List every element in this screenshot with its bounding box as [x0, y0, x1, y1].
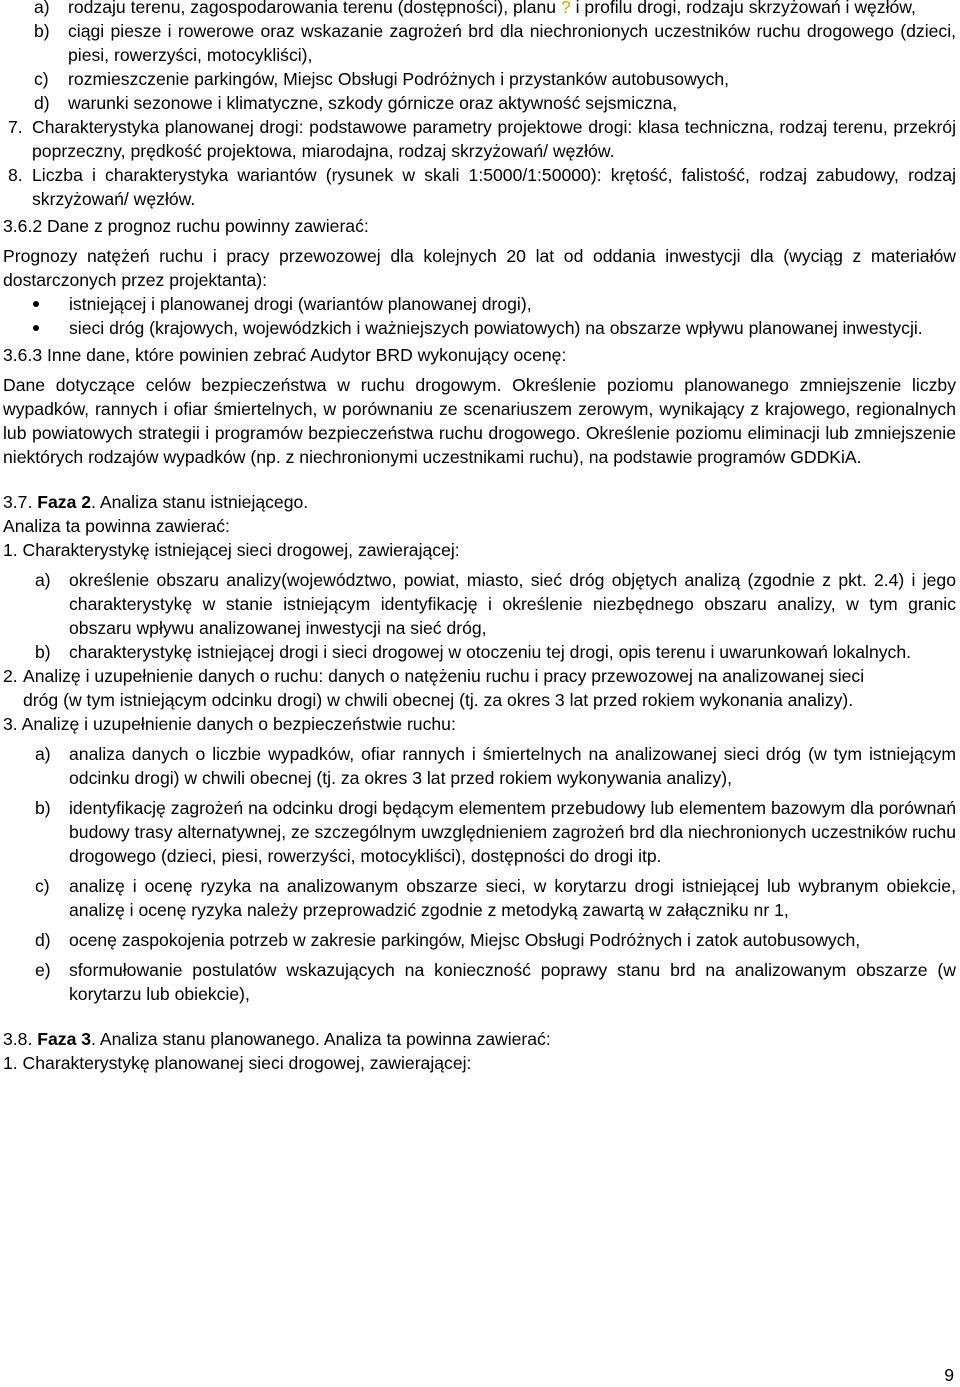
list-text: rodzaju terenu, zagospodarowania terenu (dostępności), planu	[68, 0, 561, 17]
list-label: d)	[34, 93, 50, 113]
document-page	[3, 0, 956, 1075]
numbered-heading: 1. Charakterystykę planowanej sieci drogowej, zawierającej:	[3, 1053, 472, 1073]
list-text: charakterystykę istniejącej drogi i sieci drogowej w otoczeniu tej drogi, opis terenu i uwarunkowań lokalnych.	[69, 642, 911, 662]
list-item	[3, 640, 956, 664]
list-a-d	[3, 0, 956, 115]
list-label: a)	[35, 744, 51, 764]
item-number: 8.	[8, 165, 23, 185]
bullet-text: istniejącej i planowanej drogi (wariantów planowanej drogi),	[69, 294, 532, 314]
list-label: a)	[35, 570, 51, 590]
list-text: ciągi piesze i rowerowe oraz wskazanie zagrożeń brd dla niechronionych uczestników ruchu drogowego (dzieci, piesi, rowerzyści, motocykliści),	[68, 21, 956, 65]
list-item	[3, 742, 956, 790]
list-item	[3, 0, 956, 19]
page-number: 9	[944, 1365, 954, 1385]
numbered-item	[3, 664, 956, 712]
paragraph: Dane dotyczące celów bezpieczeństwa w ruchu drogowym. Określenie poziomu planowanego zmniejszenie liczby wypadków, rannych i ofiar śmiertelnych, w porównaniu ze scenariuszem zerowym, wynikający z krajowego, regionalnych lub powiatowych strategii i programów bezpieczeństwa ruchu drogowego. Określenie poziomu eliminacji lub zmniejszenie niektórych rodzajów wypadków (np. z niechronionymi uczestnikami ruchu), na podstawie programów GDDKiA.	[3, 375, 956, 467]
list-item	[3, 958, 956, 1006]
paragraph: Prognozy natężeń ruchu i pracy przewozowej dla kolejnych 20 lat od oddania inwestycji dla (wyciąg z materiałów dostarczonych przez projektanta):	[3, 246, 956, 290]
list-item	[3, 568, 956, 640]
list-text: rozmieszczenie parkingów, Miejsc Obsługi Podróżnych i przystanków autobusowych,	[68, 69, 730, 89]
bullet-item	[3, 316, 956, 340]
section-heading-3-6-2: 3.6.2 Dane z prognoz ruchu powinny zawierać:	[3, 216, 369, 236]
list-label: b)	[35, 642, 51, 662]
item-number: 2.	[3, 666, 18, 686]
list-label: d)	[35, 930, 51, 950]
bullet-item	[3, 292, 956, 316]
numbered-heading: 1. Charakterystykę istniejącej sieci drogowej, zawierającej:	[3, 540, 460, 560]
question-mark-symbol: ?	[560, 0, 571, 17]
list-text: sformułowanie postulatów wskazujących na konieczność poprawy stanu brd na analizowanym obszarze (w korytarzu lub obiekcie),	[69, 960, 956, 1004]
list-item	[3, 91, 956, 115]
list-label: c)	[34, 69, 49, 89]
list-text: ocenę zaspokojenia potrzeb w zakresie parkingów, Miejsc Obsługi Podróżnych i zatok autobusowych,	[69, 930, 861, 950]
section-heading-3-8: 3.8. Faza 3. Analiza stanu planowanego. Analiza ta powinna zawierać:	[3, 1029, 551, 1049]
list-text: określenie obszaru analizy(województwo, powiat, miasto, sieć dróg objętych analizą (zgodnie z pkt. 2.4) i jego charakterystykę w stanie istniejącym identyfikację i określenie niezbędnego obszaru analizy, w tym granic obszaru wpływu analizowanej inwestycji na sieć dróg,	[69, 570, 956, 638]
list-label: e)	[35, 960, 51, 980]
list-text: identyfikację zagrożeń na odcinku drogi będącym elementem przebudowy lub elementem bazowym dla porównań budowy trasy alternatywnej, ze szczególnym uwzględnieniem zagrożeń brd dla niechronionych uczestników ruchu drogowego (dzieci, piesi, rowerzyści, motocykliści), dostępności do drogi itp.	[69, 798, 956, 866]
list-item	[3, 928, 956, 952]
list-text: warunki sezonowe i klimatyczne, szkody górnicze oraz aktywność sejsmiczna,	[68, 93, 678, 113]
list-item	[3, 67, 956, 91]
list-text: analiza danych o liczbie wypadków, ofiar rannych i śmiertelnych na analizowanej sieci dróg (w tym istniejącym odcinku drogi) w chwili obecnej (tj. za okres 3 lat przed rokiem wykonywania analizy),	[69, 744, 956, 788]
item-text: Liczba i charakterystyka wariantów (rysunek w skali 1:5000/1:50000): krętość, falistość, rodzaj zabudowy, rodzaj skrzyżowań/ węzłów.	[32, 165, 956, 209]
item-text: Charakterystyka planowanej drogi: podstawowe parametry projektowe drogi: klasa techniczna, rodzaj terenu, przekrój poprzeczny, prędkość projektowa, miarodajna, rodzaj skrzyżowań/ węzłów.	[32, 117, 956, 161]
list-label: c)	[35, 876, 50, 896]
section-heading-3-6-3: 3.6.3 Inne dane, które powinien zebrać Audytor BRD wykonujący ocenę:	[3, 345, 567, 365]
section-heading-3-7: 3.7. Faza 2. Analiza stanu istniejącego.	[3, 492, 309, 512]
list-text: analizę i ocenę ryzyka na analizowanym obszarze sieci, w korytarzu drogi istniejącej lub wybranym obiekcie, analizę i ocenę ryzyka należy przeprowadzić zgodnie z metodyką zawartą w załączniku nr 1,	[69, 876, 956, 920]
list-label: b)	[35, 798, 51, 818]
numbered-item	[3, 115, 956, 163]
numbered-item	[3, 163, 956, 211]
list-label: b)	[34, 21, 50, 41]
list-text-cont: i profilu drogi, rodzaju skrzyżowań i węzłów,	[570, 0, 916, 17]
paragraph: Analiza ta powinna zawierać:	[3, 516, 230, 536]
numbered-heading: 3. Analizę i uzupełnienie danych o bezpieczeństwie ruchu:	[3, 714, 456, 734]
item-text: Analizę i uzupełnienie danych o ruchu: danych o natężeniu ruchu i pracy przewozowej na analizowanej sieci dróg (w tym istniejącym odcinku drogi) w chwili obecnej (tj. za okres 3 lat przed rokiem wykonania analizy).	[23, 666, 865, 710]
list-item	[3, 19, 956, 67]
bullet-text: sieci dróg (krajowych, wojewódzkich i ważniejszych powiatowych) na obszarze wpływu planowanej inwestycji.	[69, 318, 923, 338]
list-item	[3, 874, 956, 922]
list-item	[3, 796, 956, 868]
list-label: a)	[34, 0, 50, 17]
item-number: 7.	[8, 117, 23, 137]
